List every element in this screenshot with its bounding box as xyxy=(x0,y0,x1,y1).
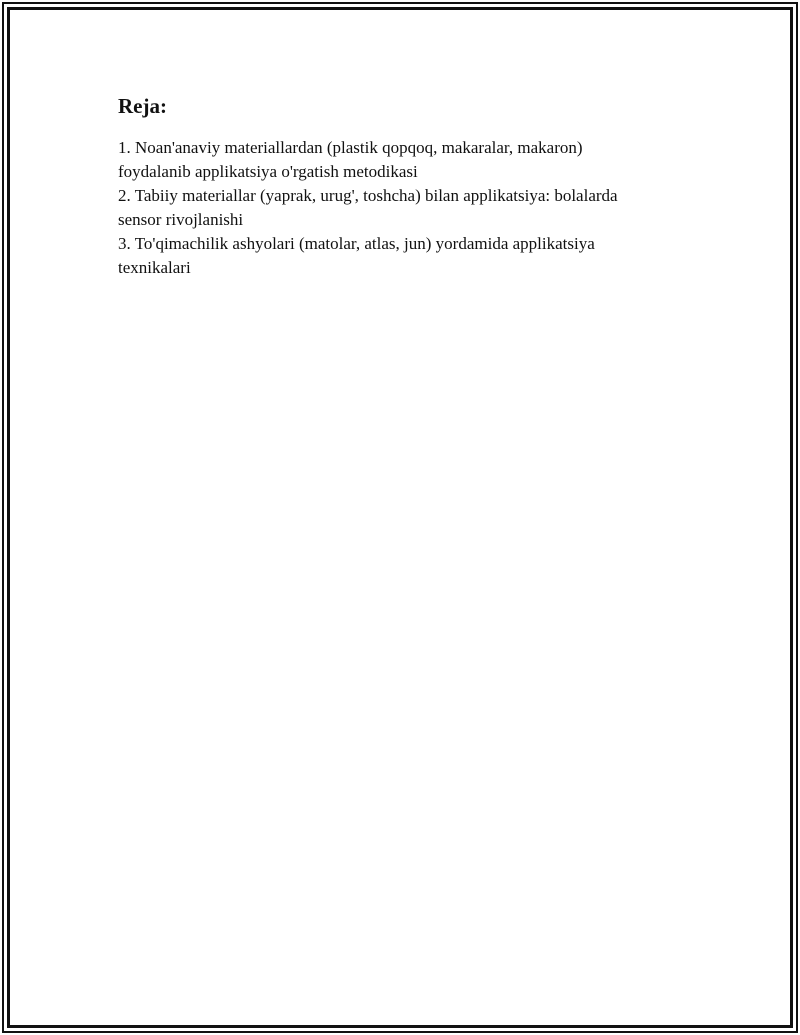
plan-item-3 xyxy=(118,232,688,280)
plan-item-3-line-2: texnikalari xyxy=(118,258,191,277)
plan-item-1 xyxy=(118,136,688,184)
plan-item-2-line-1: 2. Tabiiy materiallar (yaprak, urug', toshcha) bilan applikatsiya: bolalarda xyxy=(118,186,618,205)
plan-list xyxy=(118,136,688,280)
plan-item-3-line-1: 3. To'qimachilik ashyolari (matolar, atlas, jun) yordamida applikatsiya xyxy=(118,234,595,253)
plan-item-2-line-2: sensor rivojlanishi xyxy=(118,210,244,229)
document-body xyxy=(118,92,688,280)
plan-item-1-line-2: foydalanib applikatsiya o'rgatish metodikasi xyxy=(118,162,418,181)
plan-heading: Reja: xyxy=(118,94,167,118)
plan-item-1-line-1: 1. Noan'anaviy materiallardan (plastik qopqoq, makaralar, makaron) xyxy=(118,138,583,157)
plan-item-2 xyxy=(118,184,688,232)
